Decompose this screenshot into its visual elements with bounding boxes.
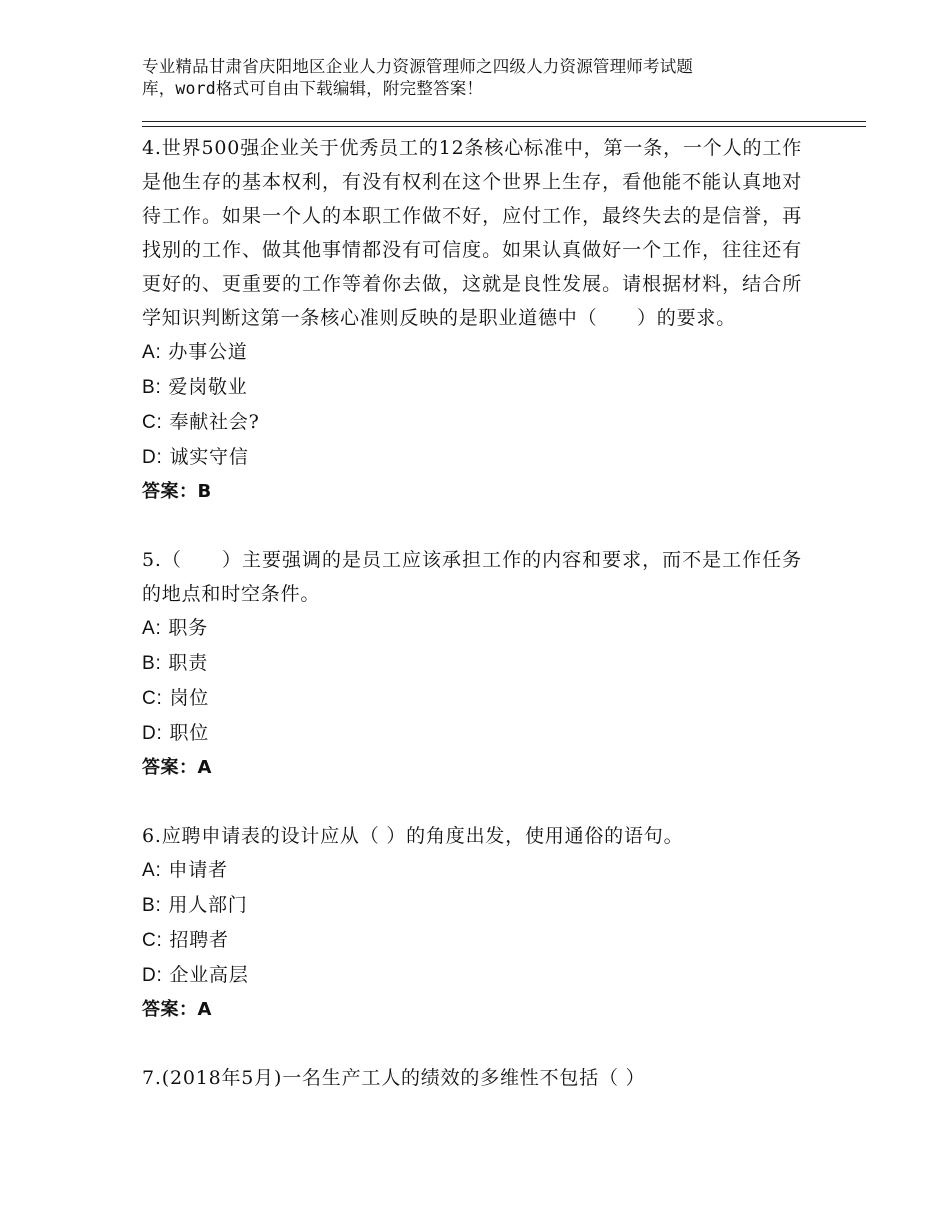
spacer — [142, 785, 802, 819]
option-d: D: 企业高层 — [142, 964, 249, 986]
option-b: B: 用人部门 — [142, 894, 248, 916]
option-a: A: 职务 — [142, 617, 209, 639]
question-text: 7.(2018年5月)一名生产工人的绩效的多维性不包括（ ） — [142, 1067, 646, 1089]
question-text: 5.（ ）主要强调的是员工应该承担工作的内容和要求，而不是工作任务的地点和时空条件。 — [142, 549, 802, 605]
header-divider-bottom — [142, 126, 866, 127]
header-line-2: 库，word格式可自由下载编辑，附完整答案！ — [142, 79, 484, 98]
option-c: C: 招聘者 — [142, 929, 229, 951]
option-a: A: 办事公道 — [142, 341, 248, 363]
document-header — [142, 56, 792, 100]
question-text: 6.应聘申请表的设计应从（ ）的角度出发，使用通俗的语句。 — [142, 825, 684, 847]
question-5 — [142, 543, 802, 785]
option-b: B: 职责 — [142, 652, 209, 674]
question-4 — [142, 131, 802, 509]
question-text: 4.世界500强企业关于优秀员工的12条核心标准中，第一条，一个人的工作是他生存的基本权利，有没有权利在这个世界上生存，看他能不能认真地对待工作。如果一个人的本职工作做不好，应付工作，最终失去的是信誉，再找别的工作、做其他事情都没有可信度。如果认真做好一个工作，往往还有更好的、更重要的工作等着你去做，这就是良性发展。请根据材料，结合所学知识判断这第一条核心准则反映的是职业道德中（ ）的要求。 — [142, 137, 802, 329]
option-b: B: 爱岗敬业 — [142, 376, 248, 398]
spacer — [142, 1027, 802, 1061]
question-7 — [142, 1061, 802, 1095]
option-c: C: 奉献社会? — [142, 411, 260, 433]
answer: 答案：A — [142, 757, 212, 778]
option-c: C: 岗位 — [142, 687, 210, 709]
question-list — [142, 131, 802, 1095]
header-divider-top — [142, 121, 866, 122]
question-6 — [142, 819, 802, 1027]
option-a: A: 申请者 — [142, 859, 228, 881]
answer: 答案：B — [142, 481, 212, 502]
option-d: D: 诚实守信 — [142, 446, 249, 468]
spacer — [142, 509, 802, 543]
header-line-1: 专业精品甘肃省庆阳地区企业人力资源管理师之四级人力资源管理师考试题 — [142, 57, 694, 76]
answer: 答案：A — [142, 999, 212, 1020]
option-d: D: 职位 — [142, 722, 210, 744]
